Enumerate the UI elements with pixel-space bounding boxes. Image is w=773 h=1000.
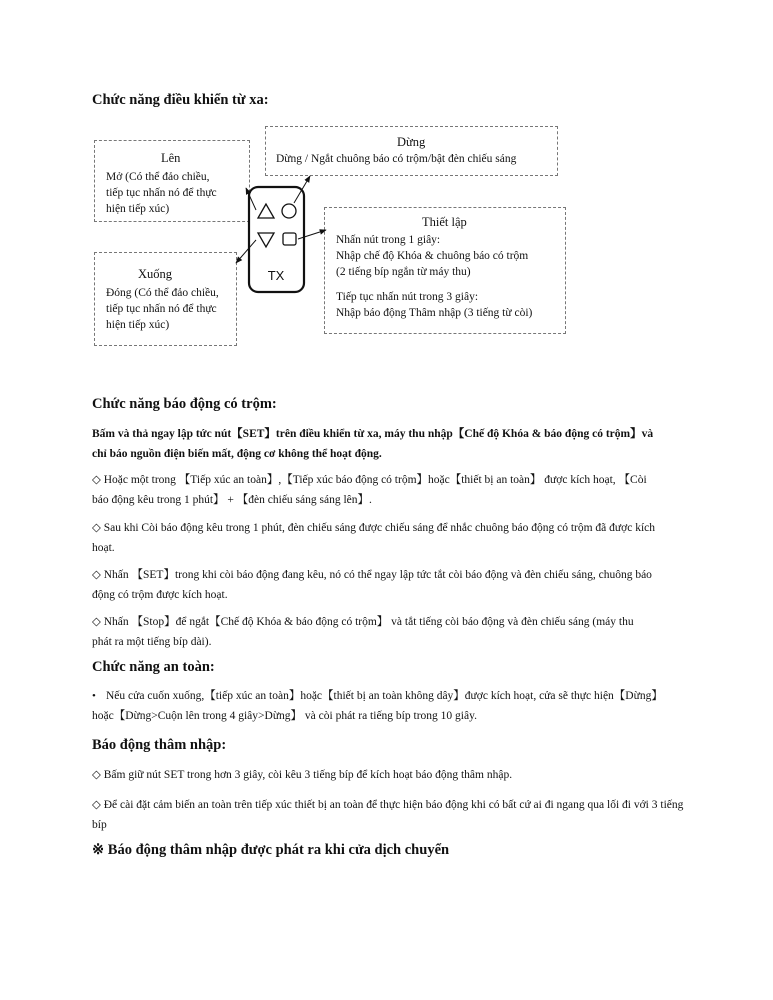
down-function-box: [94, 252, 237, 346]
down-box-description: Đóng (Có thể đảo chiều, tiếp tục nhấn nó để thực hiện tiếp xúc): [106, 287, 219, 331]
stop-box-description: Dừng / Ngắt chuông báo có trộm/bật đèn chiếu sáng: [276, 153, 517, 165]
intrusion-alarm-heading: Báo động thâm nhập:: [92, 737, 227, 753]
safety-function-heading: Chức năng an toàn:: [92, 659, 215, 675]
burglar-item-2: ◇ Sau khi Còi báo động kêu trong 1 phút, đèn chiếu sáng được chiếu sáng để nhắc chuông báo động có trộm đã được kích hoạt.: [92, 522, 655, 554]
intrusion-item-2: ◇ Để cài đặt cảm biến an toàn trên tiếp xúc thiết bị an toàn để thực hiện báo động khi có bất cứ ai đi ngang qua lối đi với 3 tiếng bíp: [92, 799, 684, 831]
burglar-alarm-lead: Bấm và thả ngay lập tức nút【SET】trên điều khiển từ xa, máy thu nhập【Chế độ Khóa & báo động có trộm】và chỉ báo nguồn điện biến mất, động cơ không thể hoạt động.: [92, 428, 654, 460]
intrusion-item-1: ◇ Bấm giữ nút SET trong hơn 3 giây, còi kêu 3 tiếng bíp để kích hoạt báo động thâm nhập.: [92, 769, 513, 781]
down-box-title: Xuống: [138, 267, 173, 281]
set-box-press-1s: Nhấn nút trong 1 giây: Nhập chế độ Khóa & chuông báo có trộm (2 tiếng bíp ngắn từ máy thu): [336, 234, 529, 278]
remote-tx-label: TX: [267, 268, 285, 283]
set-box-title: Thiết lập: [422, 215, 467, 229]
set-function-box: [324, 207, 566, 334]
up-box-title: Lên: [161, 151, 181, 165]
stop-box-title: Dừng: [397, 135, 426, 149]
remote-control-graphic: [230, 160, 330, 300]
burglar-item-4: ◇ Nhấn 【Stop】để ngắt【Chế độ Khóa & báo động có trộm】 và tắt tiếng còi báo động và đèn chiếu sáng (máy thu phát ra một tiếng bíp dài).: [92, 616, 634, 648]
safety-bullet: •: [92, 690, 96, 702]
safety-description: Nếu cửa cuốn xuống,【tiếp xúc an toàn】hoặc【thiết bị an toàn không dây】được kích hoạt, cửa sẽ thực hiện【Dừng】 hoặc【Dừng>Cuộn lên trong 4 giây>Dừng】 và còi phát ra tiếng bíp trong 10 giây.: [92, 690, 663, 722]
burglar-alarm-heading: Chức năng báo động có trộm:: [92, 396, 277, 412]
set-box-press-3s: Tiếp tục nhấn nút trong 3 giây: Nhập báo động Thâm nhập (3 tiếng từ còi): [336, 291, 533, 319]
remote-section-heading: Chức năng điều khiển từ xa:: [92, 92, 269, 108]
burglar-item-3: ◇ Nhấn 【SET】trong khi còi báo động đang kêu, nó có thể ngay lập tức tắt còi báo động và đèn chiếu sáng, chuông báo động có trộm được kích hoạt.: [92, 569, 652, 601]
up-function-box: [94, 140, 250, 222]
burglar-item-1: ◇ Hoặc một trong 【Tiếp xúc an toàn】,【Tiếp xúc báo động có trộm】hoặc【thiết bị an toàn】 được kích hoạt, 【Còi báo động kêu trong 1 phút】 + 【đèn chiếu sáng sáng lên】.: [92, 474, 647, 506]
up-box-description: Mở (Có thể đảo chiều, tiếp tục nhấn nó để thực hiện tiếp xúc): [106, 171, 217, 215]
intrusion-note: ※ Báo động thâm nhập được phát ra khi cửa dịch chuyển: [92, 842, 450, 858]
